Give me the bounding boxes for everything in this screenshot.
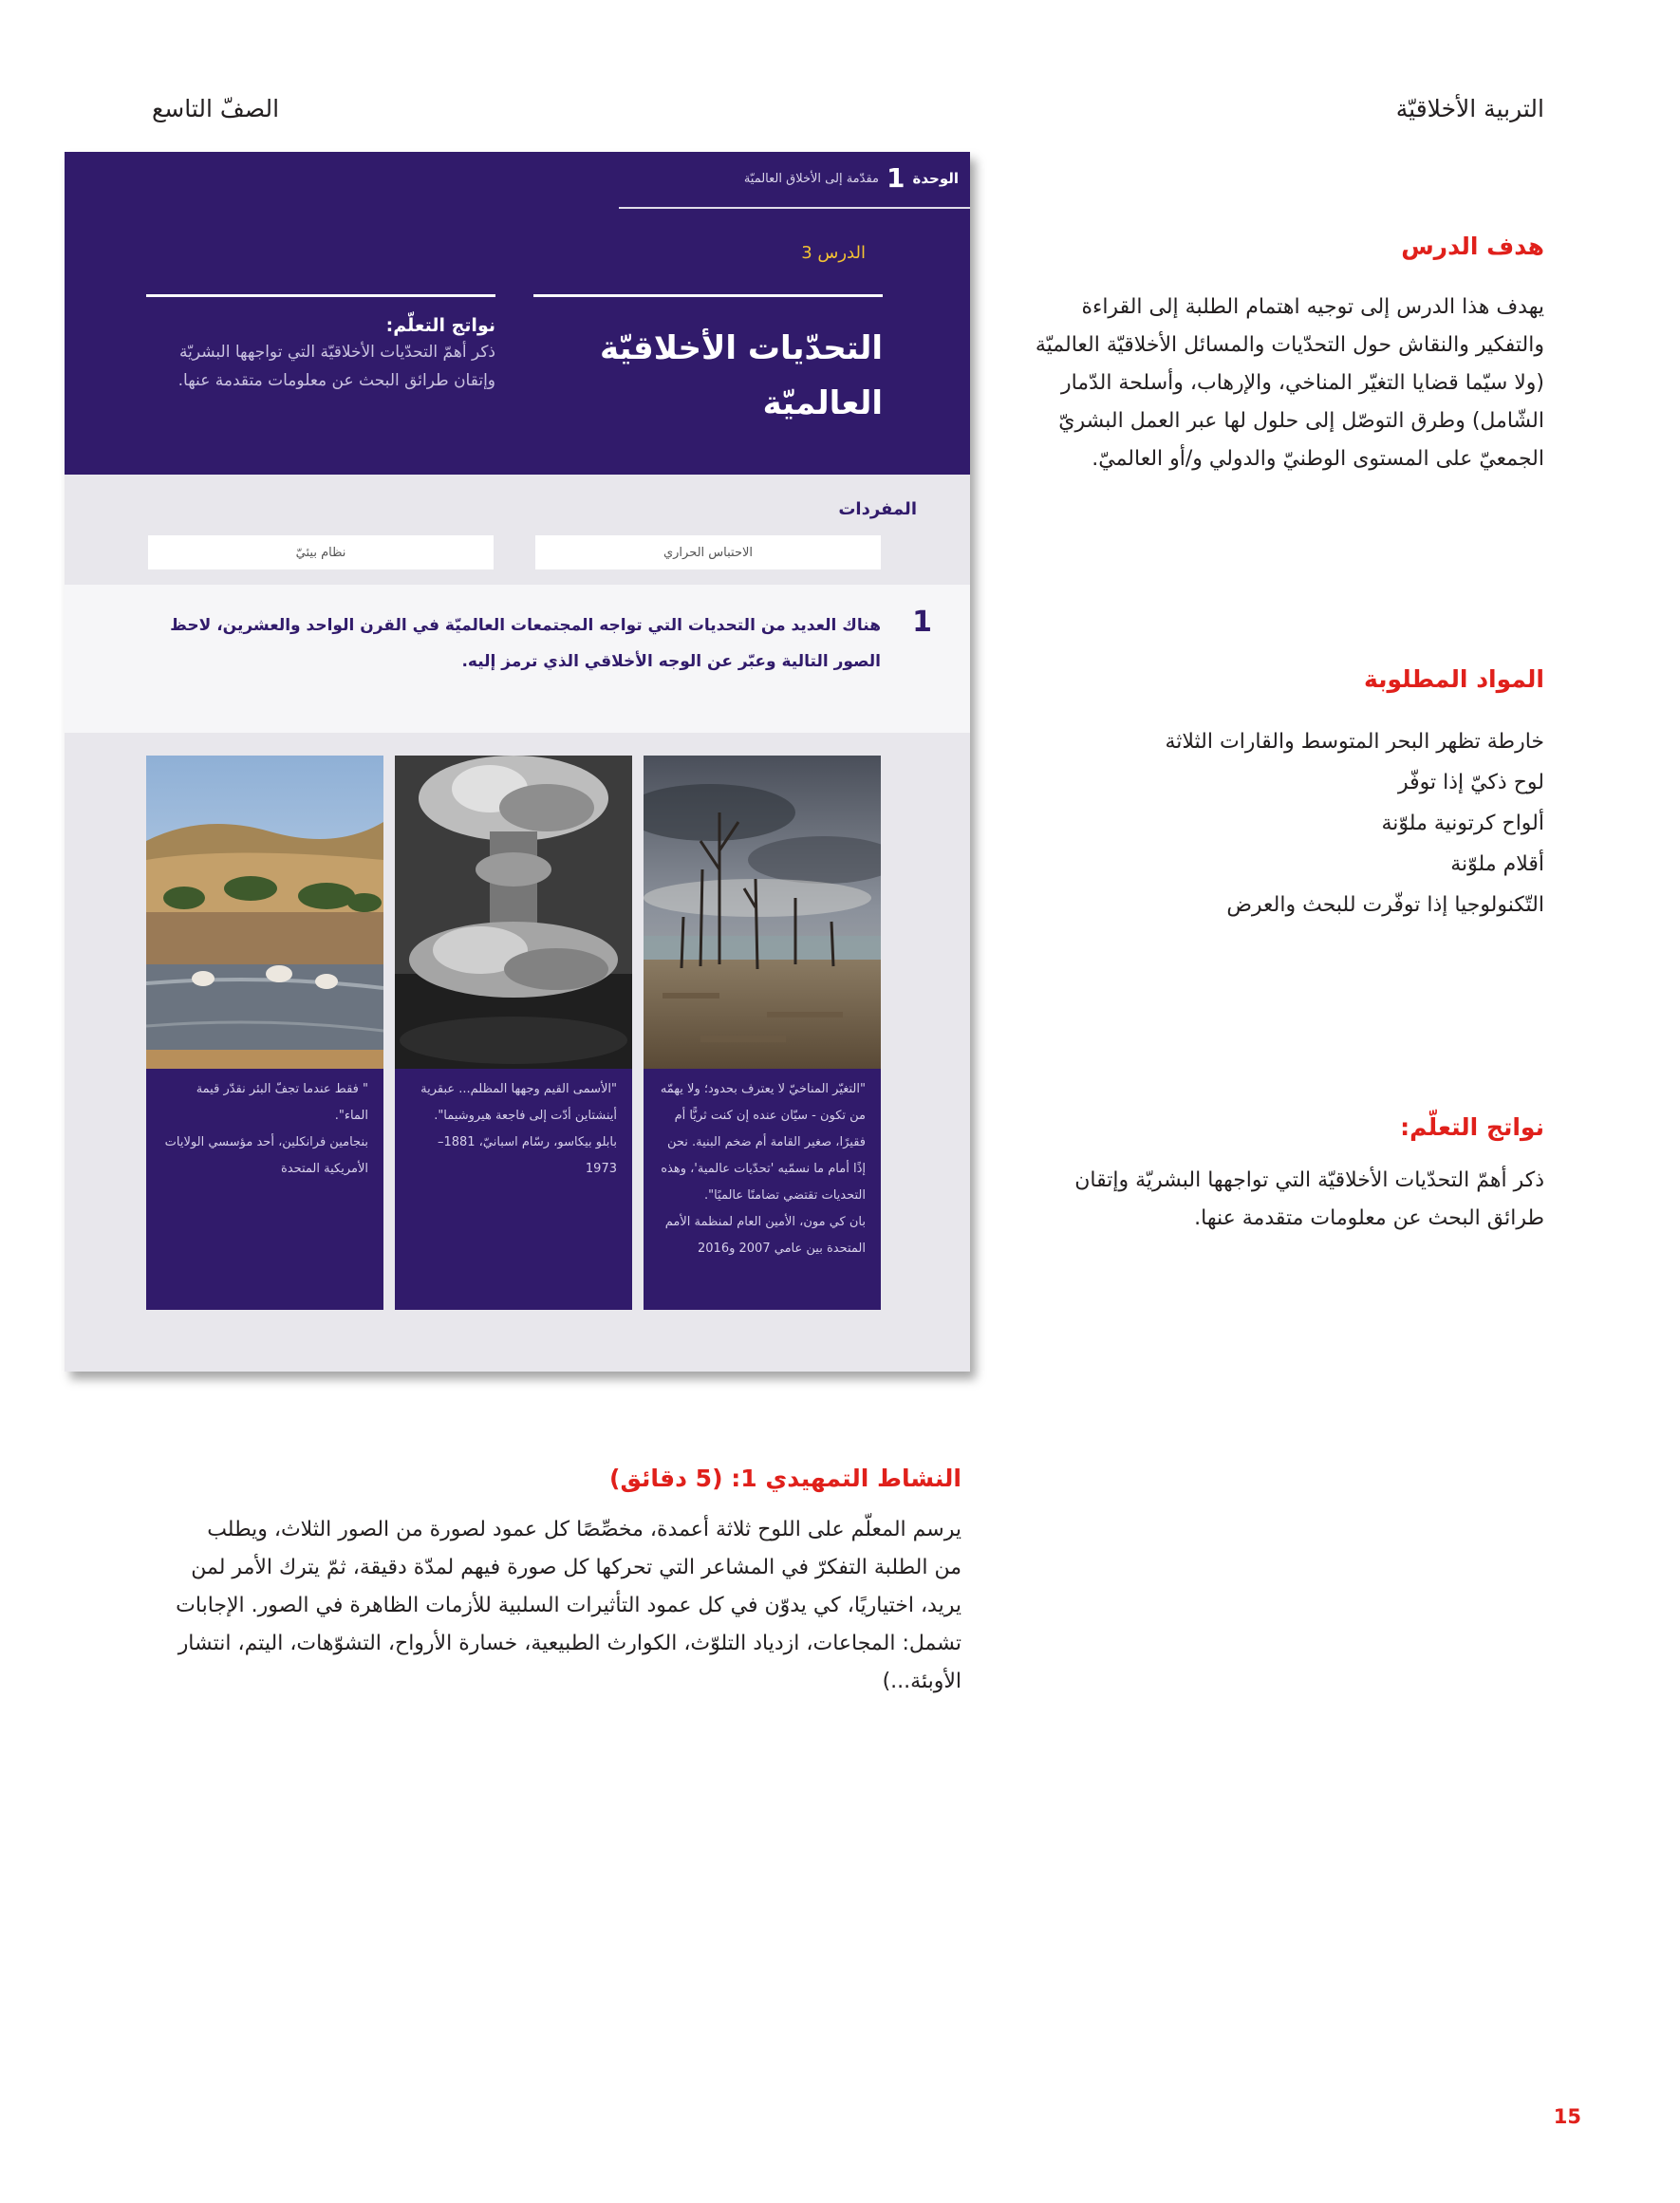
lesson-header-panel [65,152,970,475]
caption-quote: "الأسمى القيم وجهها المظلم... عبقرية أينشتاين أدّت إلى فاجعة هيروشيما". [420,1082,617,1123]
list-item: أقلام ملوّنة [1450,852,1544,876]
caption-quote: " فقط عندما تجفّ البئر نقدّر قيمة الماء". [196,1082,368,1123]
activity-text: يرسم المعلّم على اللوح ثلاثة أعمدة، مخصِّصًا كل عمود لصورة من الصور الثلاث، ويطلب من الطلبة التفكرّ في المشاعر التي تحركها كل صورة فيهم لمدّة دقيقة، ثمّ يترك الأمر لمن يريد، اختياريًا، كي يدوّن في كل عمود التأثيرات السلبية للأزمات الظاهرة في الصور. الإجابات تشمل: المجاعات، ازدياد التلوّث، الكوارث الطبيعية، خسارة الأرواح، التشوّهات، اليتم، انتشار الأوبئة...) [176,1518,961,1693]
outcomes-section [1032,1112,1544,1238]
lesson-number: الدرس 3 [801,243,866,263]
book-outcomes-text: ذكر أهمّ التحدّيات الأخلاقيّة التي تواجهها البشريّة وإتقان طرائق البحث عن معلومات متقدمة عنها. [177,343,495,390]
unit-number: 1 [887,162,905,194]
question-text: هناك العديد من التحديات التي تواجه المجتمعات العالميّة في القرن الواحد والعشرين، لاحظ الصور التالية وعبّر عن الوجه الأخلاقي الذي ترمز إليه. [170,616,881,671]
unit-divider [619,207,970,209]
lesson-goal-title: هدف الدرس [1401,233,1544,260]
title-rule [533,294,883,297]
vocab-label: المفردات [838,499,917,519]
unit-label: الوحدة [912,170,959,187]
caption-quote: "التغيّر المناخيّ لا يعترف بحدود؛ ولا يهمّه من تكون - سيّان عنده إن كنت ثريًّا أم فقيرًا، صغير القامة أم ضخم البنية. نحن إذًا أمام ما نسمّيه 'تحدّيات عالمية'، وهذه التحديات تقتضي تضامنًا عالميًا". [660,1082,866,1203]
list-item: خارطة تظهر البحر المتوسط والقارات الثلاثة [1165,730,1544,754]
caption-author: بابلو بيكاسو، رسّام اسبانيّ، 1881–1973 [437,1135,617,1176]
materials-title: المواد المطلوبة [1364,665,1544,693]
caption-nuclear [395,1069,632,1310]
drought-photo [644,756,881,1069]
caption-author: بنجامين فرانكلين، أحد مؤسسي الولايات الأمريكية المتحدة [164,1135,368,1176]
lesson-goal-text: يهدف هذا الدرس إلى توجيه اهتمام الطلبة إلى القراءة والتفكير والنقاش حول التحدّيات والمسائل الأخلاقيّة العالميّة (ولا سيّما قضايا التغيّر المناخي، والإرهاب، وأسلحة الدّمار الشّامل) وطرق التوصّل إلى حلول لها عبر العمل البشريّ الجمعيّ على المستوى الوطنيّ والدولي و/أو العالميّ. [1035,295,1544,471]
activity-heading [174,1464,961,1494]
lesson-title: التحدّيات الأخلاقيّة العالميّة [599,329,883,422]
list-item: لوح ذكيّ إذا توفّر [1397,771,1544,794]
vocab-term: نظام بيئيّ [148,535,494,569]
activity-title: النشاط التمهيدي 1: [731,1465,961,1492]
list-item: ألواح كرتونية ملوّنة [1381,812,1544,835]
activity-section [174,1464,961,1701]
caption-climate [644,1069,881,1310]
question-panel [65,585,970,733]
caption-author: بان كي مون، الأمين العام لمنظمة الأمم المتحدة بين عامي 2007 و2016 [664,1215,866,1256]
outcomes-text: ذكر أهمّ التحدّيات الأخلاقيّة التي تواجهها البشريّة وإتقان طرائق البحث عن معلومات متقدمة عنها. [1074,1168,1544,1230]
lesson-goal-section [1032,232,1544,478]
vocab-term: الاحتباس الحراري [535,535,881,569]
book-outcomes [144,313,495,395]
dry-lake-photo [146,756,383,1069]
unit-title: مقدّمة إلى الأخلاق العالميّة [743,171,879,186]
nuclear-explosion-photo [395,756,632,1069]
grade-label: الصفّ التاسع [152,95,280,122]
book-outcomes-label: نواتج التعلّم: [385,315,495,336]
unit-bar [743,162,959,194]
outcomes-rule [146,294,495,297]
outcomes-title: نواتج التعلّم: [1400,1113,1544,1141]
materials-list [1032,721,1544,925]
caption-water [146,1069,383,1310]
activity-duration: (5 دقائق) [609,1465,723,1492]
list-item: التّكنولوجيا إذا توفّرت للبحث والعرض [1226,893,1544,917]
materials-section [1032,664,1544,925]
textbook-page-preview [65,152,970,1372]
question-number: 1 [912,606,932,639]
page-number: 15 [1553,2105,1581,2128]
subject-title: التربية الأخلاقيّة [1395,95,1544,122]
